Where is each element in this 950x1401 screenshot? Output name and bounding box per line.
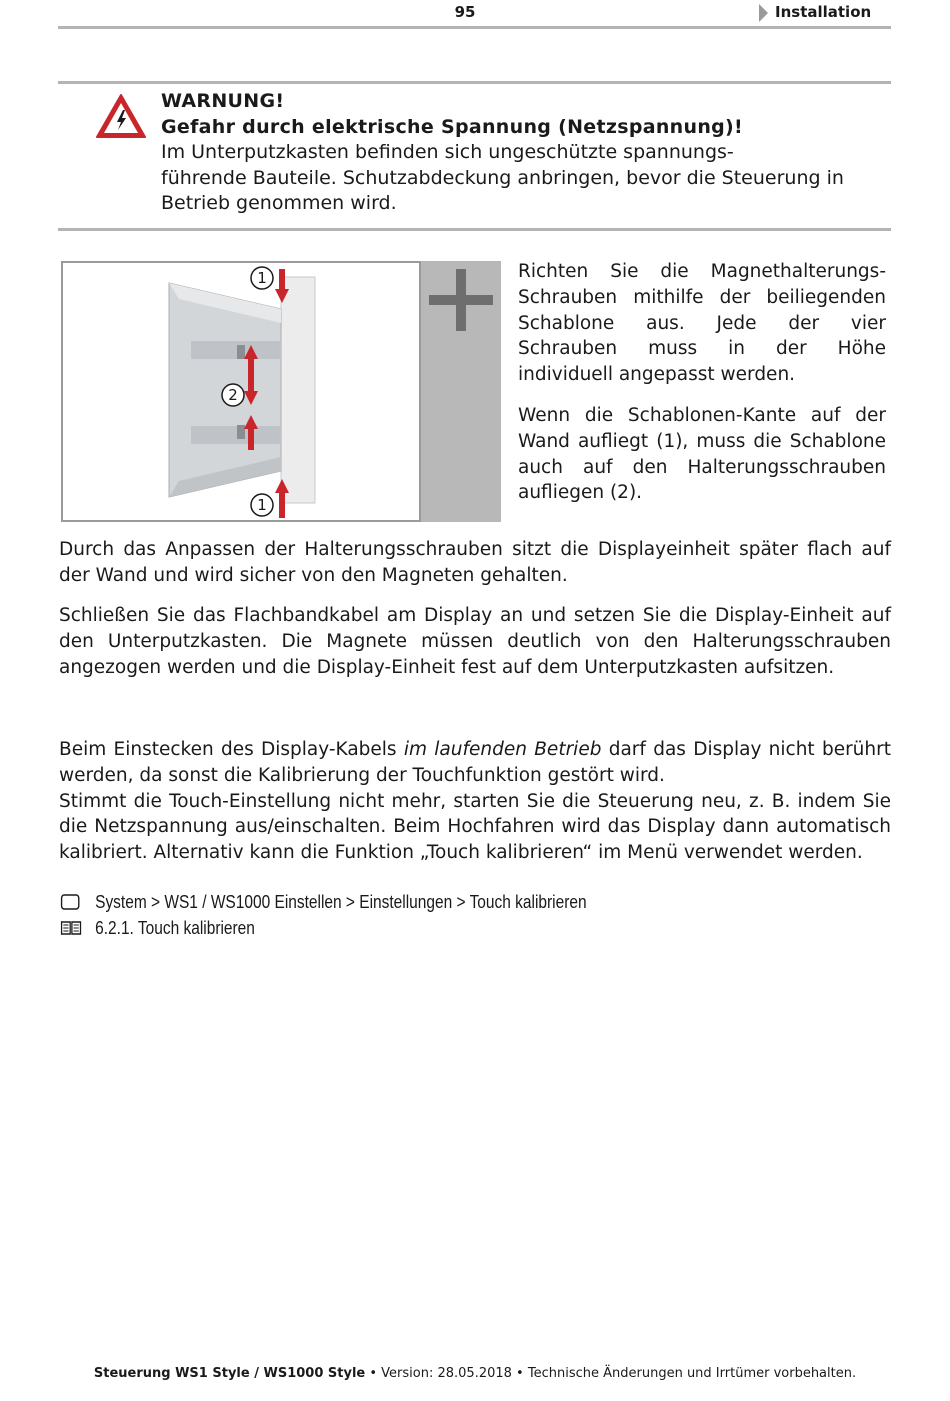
section-title [758, 3, 898, 21]
footer-notice: Technische Änderungen und Irrtümer vorbehalten. [527, 1366, 857, 1381]
side-paragraph-1: Richten Sie die Magnethalterungs-Schrauben mithilfe der beiliegenden Schablone aus. Jede der vier Schrauben muss in der Höhe individuell angepasst werden. [518, 261, 886, 386]
callout-2-label: 2 [228, 386, 238, 404]
menu-path-text: System > WS1 / WS1000 Einstellen > Einstellungen > Touch kalibrieren [95, 892, 587, 912]
footer-version: Version: 28.05.2018 [381, 1366, 512, 1381]
chapter-text: 6.2.1. Touch kalibrieren [95, 918, 255, 938]
callout-1-bottom-label: 1 [257, 496, 267, 514]
side-paragraph-2: Wenn die Schablonen-Kante auf der Wand aufliegt (1), muss die Schablone auch auf den Halterungsschrauben aufliegen (2). [518, 404, 886, 504]
warning-line-3: Betrieb genommen wird. [161, 192, 397, 214]
warning-line-2: führende Bauteile. Schutzabdeckung anbringen, bevor die Steuerung in [161, 166, 844, 189]
footer-product: Steuerung WS1 Style / WS1000 Style [93, 1366, 366, 1381]
menu-path-reference [59, 892, 587, 913]
plus-vertical [456, 269, 466, 331]
footer-sep-1: • [365, 1366, 382, 1381]
footer-sep-2: • [511, 1366, 528, 1381]
body-paragraph-4: Stimmt die Touch-Einstellung nicht mehr, starten Sie die Steuerung neu, z. B. indem Sie die Netzspannung aus/einschalten. Beim Hochfahren wird das Display dann automatisch kalibriert. Alternativ kann die Funktion „Touch kalibrieren“ im Menü verwendet werden. [59, 790, 891, 864]
section-title-text: Installation [775, 3, 872, 21]
warning-line-1: Im Unterputzkasten befinden sich ungeschützte spannungs- [161, 141, 734, 163]
para3-emphasis: im laufenden Betrieb [403, 739, 602, 760]
electrical-hazard-warning-icon [95, 93, 147, 139]
chapter-reference [59, 918, 255, 939]
page-footer [0, 1366, 950, 1381]
callout-1-top-label: 1 [257, 269, 267, 287]
warning-text [161, 89, 881, 217]
warning-subtitle: Gefahr durch elektrische Spannung (Netzspannung)! [161, 115, 743, 138]
figure-side-text [518, 259, 886, 521]
warning-title: WARNUNG! [161, 90, 285, 112]
book-icon [59, 919, 83, 937]
installation-figure [61, 261, 501, 522]
header-divider [58, 26, 891, 29]
body-paragraph-1: Durch das Anpassen der Halterungsschrauben sitzt die Displayeinheit später flach auf der Wand und wird sicher von den Magneten gehalten. [59, 539, 891, 586]
menu-screen-icon [59, 893, 83, 911]
warning-top-divider [58, 81, 891, 84]
para3-start: Beim Einstecken des Display-Kabels [59, 739, 404, 760]
para3-end: darf das Display nicht berührt werden, da sonst die Kalibrierung der Touchfunktion gestört wird. [59, 739, 891, 786]
body-paragraph-3 [59, 737, 891, 866]
warning-bottom-divider [58, 228, 891, 231]
page-number: 95 [454, 3, 476, 21]
body-paragraph-2: Schließen Sie das Flachbandkabel am Display an und setzen Sie die Display-Einheit auf den Unterputzkasten. Die Magnete müssen deutlich von den Halterungsschrauben angezogen werden und die Display-Einheit fest auf dem Unterputzkasten aufsitzen. [59, 605, 891, 678]
template-plate [281, 277, 315, 503]
